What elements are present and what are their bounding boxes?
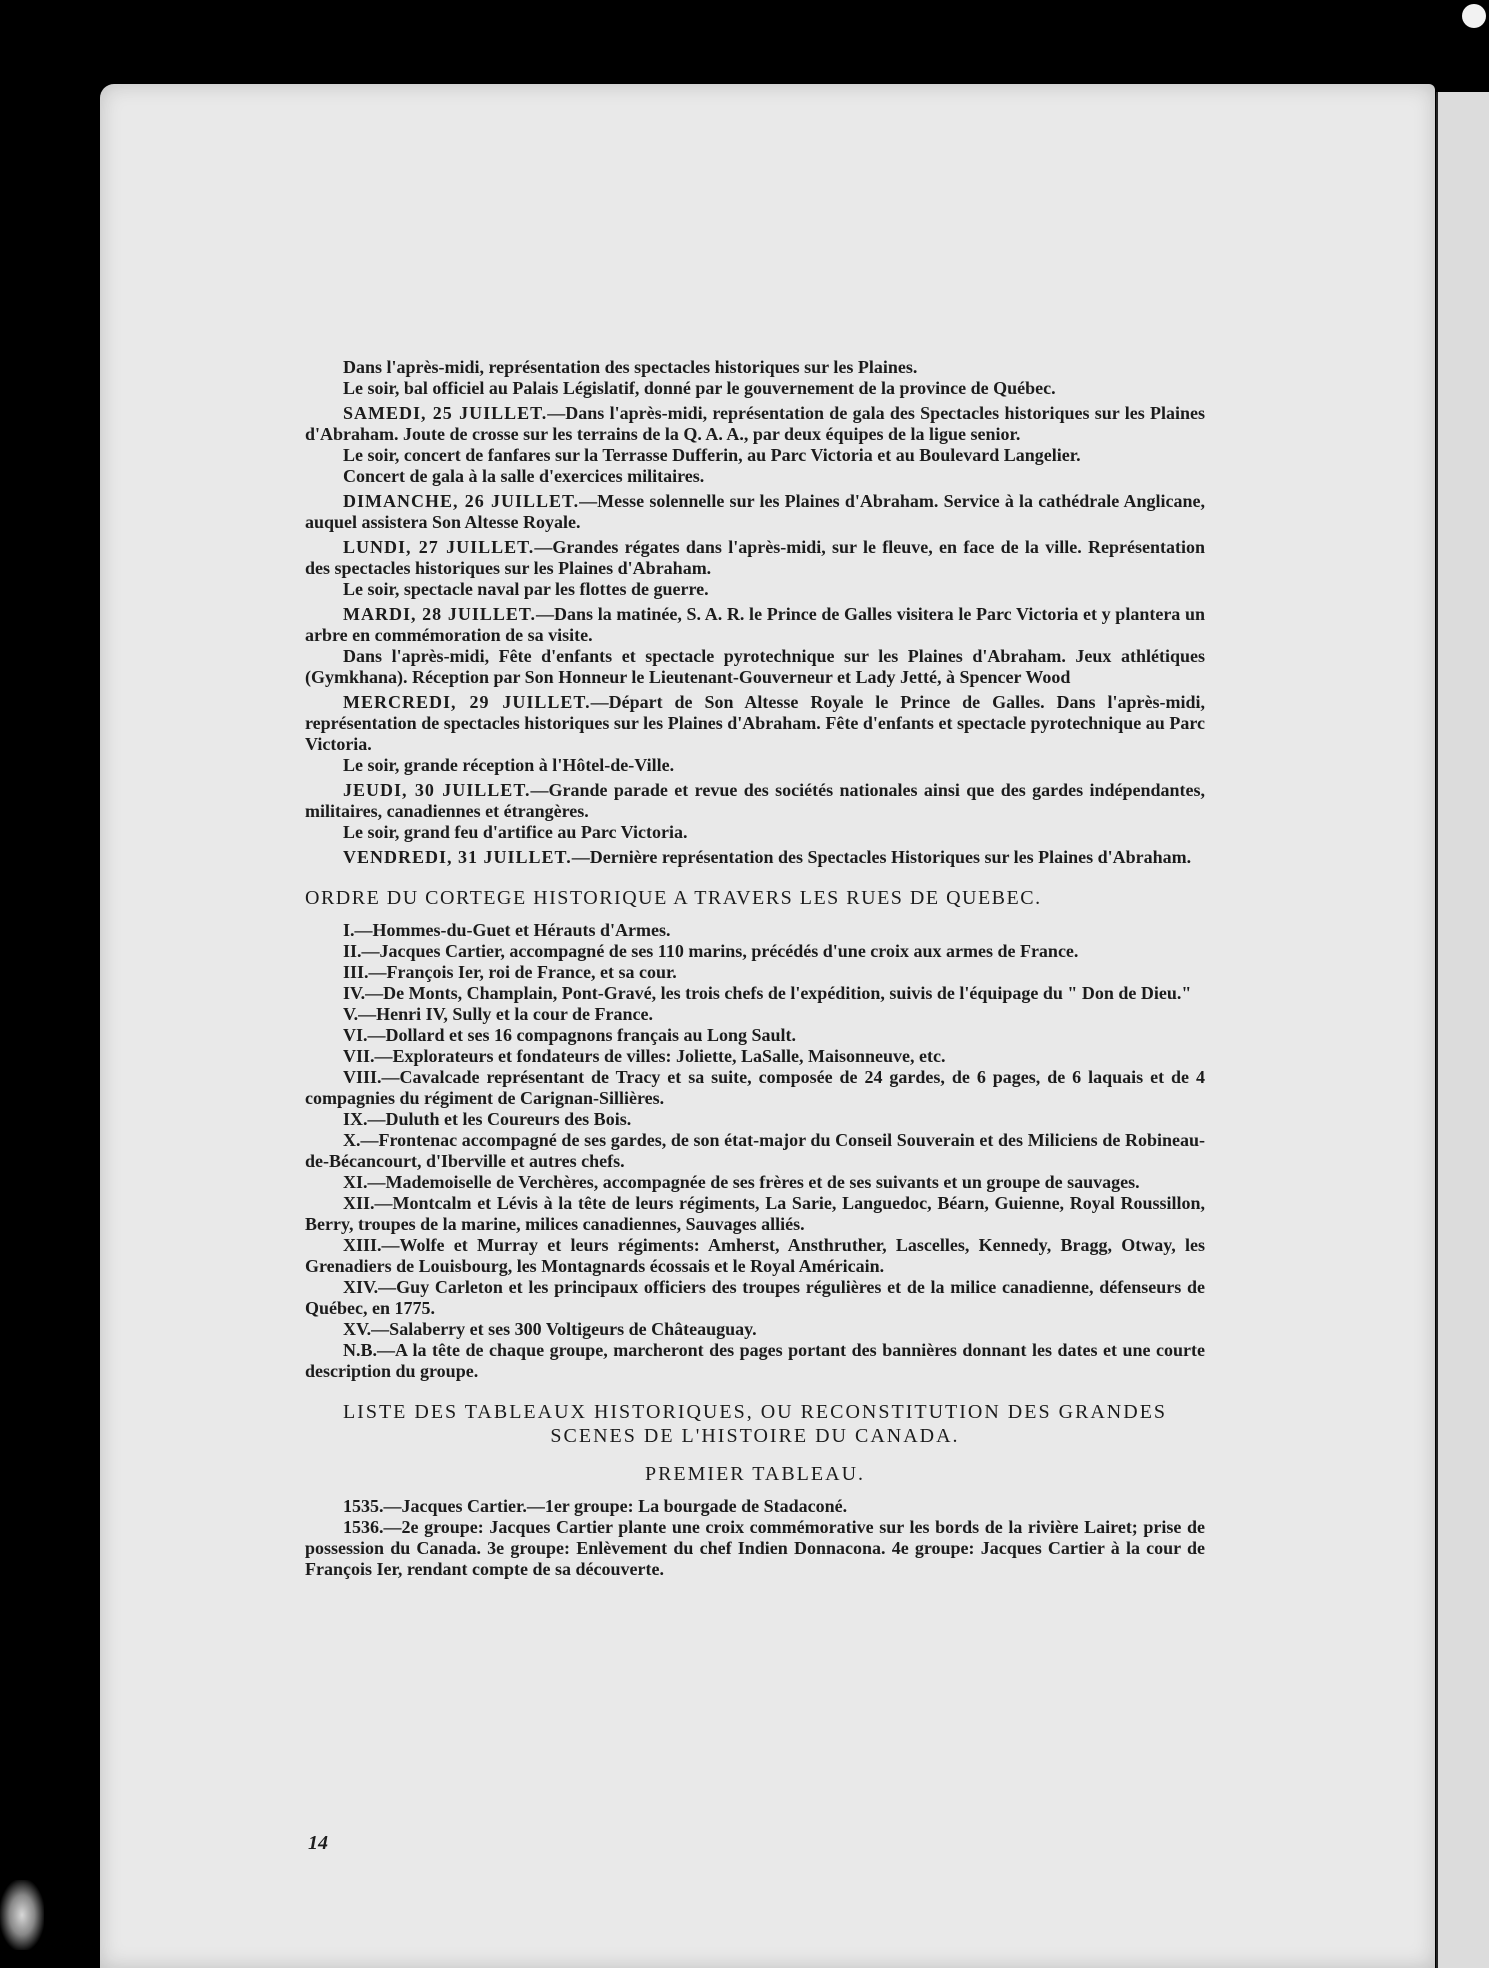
program-date: MERCREDI, 29 JUILLET.: [343, 692, 591, 712]
ordre-item: IV.—De Monts, Champlain, Pont-Gravé, les trois chefs de l'expédition, suivis de l'équipage du " Don de Dieu.": [343, 983, 1192, 1003]
program-paragraph: Dans l'après-midi, représentation des spectacles historiques sur les Plaines.: [343, 357, 918, 377]
program-date: JEUDI, 30 JUILLET.: [343, 780, 531, 800]
ordre-item: V.—Henri IV, Sully et la cour de France.: [343, 1004, 653, 1024]
program-date: DIMANCHE, 26 JUILLET.: [343, 491, 580, 511]
program-date: VENDREDI, 31 JUILLET.: [343, 847, 572, 867]
program-paragraph: DIMANCHE, 26 JUILLET.—Messe solennelle sur les Plaines d'Abraham. Service à la cathédrale Anglicane, auquel assistera Son Altesse Royale.: [305, 491, 1205, 532]
program-date: MARDI, 28 JUILLET.: [343, 604, 537, 624]
tableau-item: 1535.—Jacques Cartier.—1er groupe: La bourgade de Stadaconé.: [343, 1496, 848, 1516]
program-date: SAMEDI, 25 JUILLET.: [343, 403, 548, 423]
page-text: [305, 357, 1205, 1580]
program-paragraph: MERCREDI, 29 JUILLET.—Départ de Son Altesse Royale le Prince de Galles. Dans l'après-midi, représentation de spectacles historiques sur les Plaines d'Abraham. Fête d'enfants et spectacle pyrotechnique au Parc Victoria.: [305, 692, 1205, 754]
ordre-list: [305, 920, 1205, 1382]
program-paragraph: Le soir, bal officiel au Palais Législatif, donné par le gouvernement de la province de Québec.: [343, 378, 1056, 398]
program-paragraph: LUNDI, 27 JUILLET.—Grandes régates dans l'après-midi, sur le fleuve, en face de la ville. Représentation des spectacles historiques sur les Plaines d'Abraham.: [305, 537, 1206, 578]
program-paragraph: MARDI, 28 JUILLET.—Dans la matinée, S. A. R. le Prince de Galles visitera le Parc Victoria et y plantera un arbre en commémoration de sa visite.: [305, 604, 1205, 645]
ordre-item: VII.—Explorateurs et fondateurs de villes: Joliette, LaSalle, Maisonneuve, etc.: [343, 1046, 946, 1066]
program-paragraph: VENDREDI, 31 JUILLET.—Dernière représentation des Spectacles Historiques sur les Plaines d'Abraham.: [343, 847, 1192, 867]
ordre-item: XIII.—Wolfe et Murray et leurs régiments: Amherst, Ansthruther, Lascelles, Kennedy, Bragg, Otway, les Grenadiers de Louisbourg, les Montagnards écossais et le Royal Américain.: [305, 1235, 1205, 1276]
ordre-item: XI.—Mademoiselle de Verchères, accompagnée de ses frères et de ses suivants et un groupe de sauvages.: [343, 1172, 1140, 1192]
program-paragraph: Le soir, grande réception à l'Hôtel-de-Ville.: [343, 755, 675, 775]
facing-page-edge: [1436, 92, 1489, 1968]
scan-edge-blot: [0, 1880, 44, 1950]
ordre-item: III.—François Ier, roi de France, et sa cour.: [343, 962, 677, 982]
ordre-item: I.—Hommes-du-Guet et Hérauts d'Armes.: [343, 920, 671, 940]
ordre-item: II.—Jacques Cartier, accompagné de ses 110 marins, précédés d'une croix aux armes de France.: [343, 941, 1079, 961]
ordre-item: XIV.—Guy Carleton et les principaux officiers des troupes régulières et de la milice canadienne, défenseurs de Québec, en 1775.: [305, 1277, 1205, 1318]
ordre-item: X.—Frontenac accompagné de ses gardes, de son état-major du Conseil Souverain et des Miliciens de Robineau-de-Bécancourt, d'Iberville et autres chefs.: [305, 1130, 1205, 1171]
page-number: 14: [308, 1832, 328, 1854]
program-section: [305, 357, 1205, 868]
scan-corner-blot: [1462, 4, 1486, 28]
program-paragraph: Le soir, concert de fanfares sur la Terrasse Dufferin, au Parc Victoria et au Boulevard Langelier.: [343, 445, 1081, 465]
program-paragraph: JEUDI, 30 JUILLET.—Grande parade et revue des sociétés nationales ainsi que des gardes indépendantes, militaires, canadiennes et étrangères.: [305, 780, 1206, 821]
ordre-item: XII.—Montcalm et Lévis à la tête de leurs régiments, La Sarie, Languedoc, Béarn, Guienne, Royal Roussillon, Berry, troupes de la marine, milices canadiennes, Sauvages alliés.: [305, 1193, 1205, 1234]
ordre-item: IX.—Duluth et les Coureurs des Bois.: [343, 1109, 632, 1129]
ordre-heading: ORDRE DU CORTEGE HISTORIQUE A TRAVERS LES RUES DE QUEBEC.: [305, 887, 1042, 909]
ordre-item: VI.—Dollard et ses 16 compagnons français au Long Sault.: [343, 1025, 797, 1045]
tableau-item: 1536.—2e groupe: Jacques Cartier plante une croix commémorative sur les bords de la rivière Lairet; prise de possession du Canada. 3e groupe: Enlèvement du chef Indien Donnacona. 4e groupe: Jacques Cartier à la cour de François Ier, rendant compte de sa découverte.: [305, 1517, 1205, 1579]
program-paragraph: Dans l'après-midi, Fête d'enfants et spectacle pyrotechnique sur les Plaines d'Abraham. Jeux athlétiques (Gymkhana). Réception par Son Honneur le Lieutenant-Gouverneur et Lady Jetté, à Spencer Wood: [305, 646, 1205, 687]
program-paragraph: Le soir, grand feu d'artifice au Parc Victoria.: [343, 822, 688, 842]
ordre-item: XV.—Salaberry et ses 300 Voltigeurs de Châteauguay.: [343, 1319, 757, 1339]
program-paragraph: Le soir, spectacle naval par les flottes de guerre.: [343, 579, 709, 599]
premier-tableau-heading: PREMIER TABLEAU.: [644, 1463, 866, 1485]
program-date: LUNDI, 27 JUILLET.: [343, 537, 535, 557]
ordre-item: VIII.—Cavalcade représentant de Tracy et sa suite, composée de 24 gardes, de 6 pages, de 6 laquais et de 4 compagnies du régiment de Carignan-Sillières.: [305, 1067, 1205, 1108]
premier-tableau-list: [305, 1496, 1205, 1580]
program-paragraph: SAMEDI, 25 JUILLET.—Dans l'après-midi, représentation de gala des Spectacles historiques sur les Plaines d'Abraham. Joute de crosse sur les terrains de la Q. A. A., par deux équipes de la ligue senior.: [305, 403, 1205, 444]
ordre-item: N.B.—A la tête de chaque groupe, marcheront des pages portant des bannières donnant les dates et une courte description du groupe.: [305, 1340, 1205, 1381]
liste-heading: LISTE DES TABLEAUX HISTORIQUES, OU RECONSTITUTION DES GRANDES SCENES DE L'HISTOIRE DU CANADA.: [342, 1401, 1168, 1447]
program-paragraph: Concert de gala à la salle d'exercices militaires.: [343, 466, 705, 486]
